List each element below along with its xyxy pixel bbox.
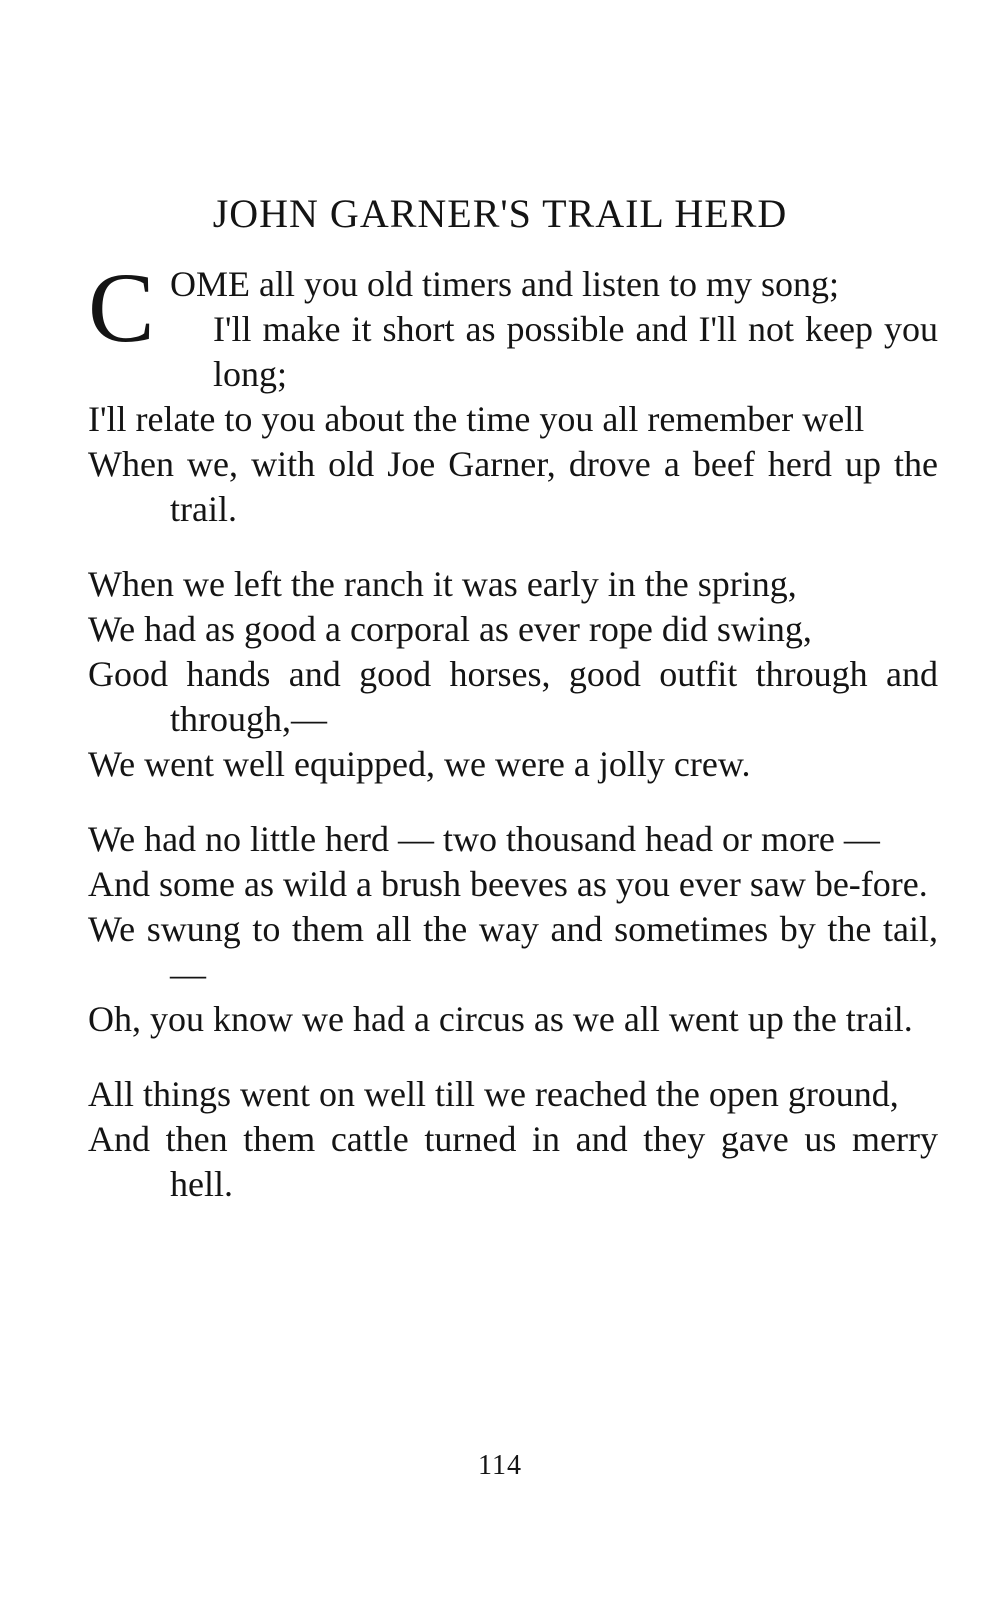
line-text: We swung to them all the way and sometimes by the tail,—	[88, 909, 938, 994]
poem-line	[88, 1072, 938, 1117]
line-text: And then them cattle turned in and they gave us merry hell.	[88, 1119, 938, 1204]
line-text: We had as good a corporal as ever rope did swing,	[88, 609, 812, 649]
poem-line	[88, 742, 938, 787]
poem-line	[88, 262, 938, 307]
stanza-1	[88, 252, 938, 532]
line-text: All things went on well till we reached the open ground,	[88, 1074, 899, 1114]
line-text: OME all you old timers and listen to my song;	[170, 264, 839, 304]
line-text: I'll make it short as possible and I'll not keep you long;	[213, 309, 938, 394]
poem-line	[88, 307, 938, 397]
stanza-3	[88, 817, 938, 1042]
poem-line	[88, 652, 938, 742]
line-text: When we left the ranch it was early in the spring,	[88, 564, 797, 604]
drop-cap-wrap	[88, 252, 938, 397]
poem-line	[88, 562, 938, 607]
stanza-4	[88, 1072, 938, 1207]
line-text: When we, with old Joe Garner, drove a beef herd up the trail.	[88, 444, 938, 529]
poem-title: JOHN GARNER'S TRAIL HERD	[212, 191, 788, 236]
poem-line	[88, 862, 938, 907]
line-text: We went well equipped, we were a jolly crew.	[88, 744, 751, 784]
line-text: I'll relate to you about the time you all remember well	[88, 399, 865, 439]
page-number: 114	[478, 1450, 522, 1481]
poem-line	[88, 817, 938, 862]
poem-line	[88, 607, 938, 652]
poem-line	[88, 1117, 938, 1207]
poem-line	[88, 397, 938, 442]
poem-line	[88, 442, 938, 532]
drop-cap-letter: C	[88, 252, 155, 363]
line-text: And some as wild a brush beeves as you ever saw be-fore.	[88, 864, 928, 904]
line-text: Oh, you know we had a circus as we all went up the trail.	[88, 999, 913, 1039]
poem-line	[88, 997, 938, 1042]
poem-line	[88, 907, 938, 997]
stanza-2	[88, 562, 938, 787]
line-text: We had no little herd — two thousand head or more —	[88, 819, 880, 859]
poem-body	[88, 252, 938, 1237]
line-text: Good hands and good horses, good outfit through and through,—	[88, 654, 938, 739]
